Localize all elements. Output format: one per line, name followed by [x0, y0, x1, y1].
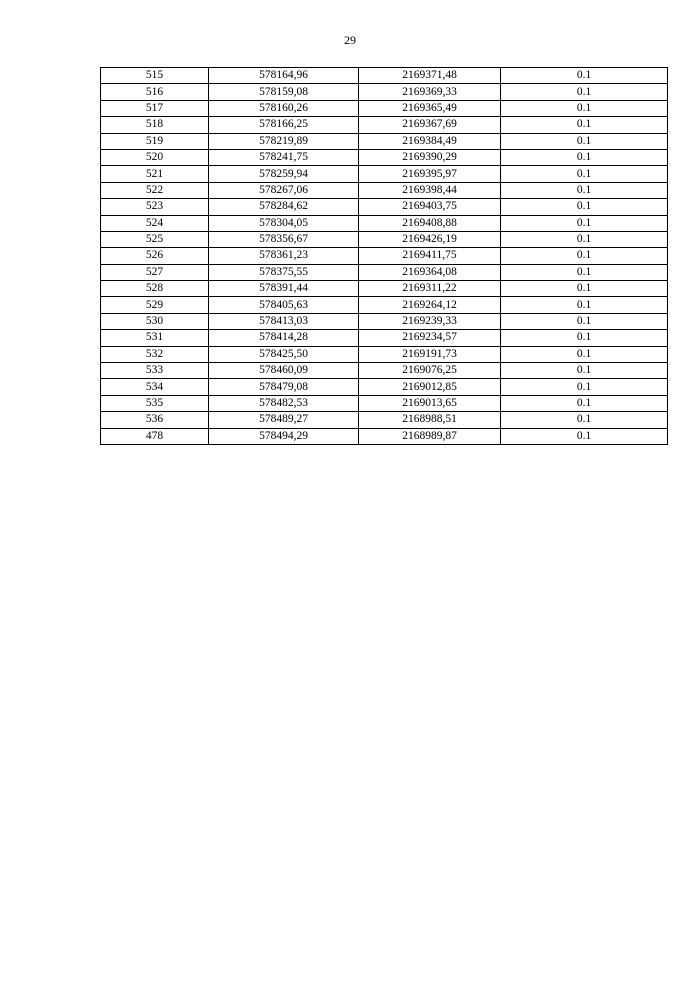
- y-coordinate-cell: 2168989,87: [359, 428, 501, 444]
- table-row: [101, 379, 668, 395]
- accuracy-cell: 0.1: [501, 363, 668, 379]
- point-number-cell: 518: [101, 117, 209, 133]
- point-number-cell: 521: [101, 166, 209, 182]
- y-coordinate-cell: 2169398,44: [359, 182, 501, 198]
- table-row: [101, 428, 668, 444]
- x-coordinate-cell: 578482,53: [209, 395, 359, 411]
- x-coordinate-cell: 578414,28: [209, 330, 359, 346]
- accuracy-cell: 0.1: [501, 199, 668, 215]
- table-row: [101, 248, 668, 264]
- x-coordinate-cell: 578304,05: [209, 215, 359, 231]
- y-coordinate-cell: 2169369,33: [359, 84, 501, 100]
- x-coordinate-cell: 578267,06: [209, 182, 359, 198]
- y-coordinate-cell: 2169390,29: [359, 149, 501, 165]
- x-coordinate-cell: 578489,27: [209, 412, 359, 428]
- accuracy-cell: 0.1: [501, 346, 668, 362]
- accuracy-cell: 0.1: [501, 68, 668, 84]
- point-number-cell: 534: [101, 379, 209, 395]
- point-number-cell: 529: [101, 297, 209, 313]
- point-number-cell: 531: [101, 330, 209, 346]
- x-coordinate-cell: 578405,63: [209, 297, 359, 313]
- y-coordinate-cell: 2169013,65: [359, 395, 501, 411]
- x-coordinate-cell: 578375,55: [209, 264, 359, 280]
- y-coordinate-cell: 2169408,88: [359, 215, 501, 231]
- point-number-cell: 526: [101, 248, 209, 264]
- accuracy-cell: 0.1: [501, 412, 668, 428]
- y-coordinate-cell: 2169191,73: [359, 346, 501, 362]
- y-coordinate-cell: 2168988,51: [359, 412, 501, 428]
- accuracy-cell: 0.1: [501, 428, 668, 444]
- y-coordinate-cell: 2169411,75: [359, 248, 501, 264]
- x-coordinate-cell: 578259,94: [209, 166, 359, 182]
- table-row: [101, 346, 668, 362]
- accuracy-cell: 0.1: [501, 330, 668, 346]
- x-coordinate-cell: 578460,09: [209, 363, 359, 379]
- x-coordinate-cell: 578425,50: [209, 346, 359, 362]
- y-coordinate-cell: 2169426,19: [359, 231, 501, 247]
- table-row: [101, 412, 668, 428]
- table-row: [101, 264, 668, 280]
- accuracy-cell: 0.1: [501, 313, 668, 329]
- point-number-cell: 523: [101, 199, 209, 215]
- y-coordinate-cell: 2169403,75: [359, 199, 501, 215]
- table-row: [101, 68, 668, 84]
- page-number: 29: [344, 33, 356, 47]
- table-row: [101, 313, 668, 329]
- y-coordinate-cell: 2169367,69: [359, 117, 501, 133]
- accuracy-cell: 0.1: [501, 215, 668, 231]
- table-row: [101, 297, 668, 313]
- x-coordinate-cell: 578164,96: [209, 68, 359, 84]
- accuracy-cell: 0.1: [501, 231, 668, 247]
- y-coordinate-cell: 2169384,49: [359, 133, 501, 149]
- x-coordinate-cell: 578219,89: [209, 133, 359, 149]
- table-row: [101, 182, 668, 198]
- table-row: [101, 199, 668, 215]
- x-coordinate-cell: 578361,23: [209, 248, 359, 264]
- table-row: [101, 330, 668, 346]
- table-row: [101, 215, 668, 231]
- table-row: [101, 100, 668, 116]
- y-coordinate-cell: 2169239,33: [359, 313, 501, 329]
- point-number-cell: 530: [101, 313, 209, 329]
- accuracy-cell: 0.1: [501, 248, 668, 264]
- accuracy-cell: 0.1: [501, 297, 668, 313]
- point-number-cell: 515: [101, 68, 209, 84]
- x-coordinate-cell: 578159,08: [209, 84, 359, 100]
- point-number-cell: 528: [101, 281, 209, 297]
- x-coordinate-cell: 578166,25: [209, 117, 359, 133]
- table-row: [101, 133, 668, 149]
- coordinates-table: [100, 67, 668, 445]
- x-coordinate-cell: 578479,08: [209, 379, 359, 395]
- point-number-cell: 527: [101, 264, 209, 280]
- y-coordinate-cell: 2169365,49: [359, 100, 501, 116]
- table-row: [101, 149, 668, 165]
- point-number-cell: 519: [101, 133, 209, 149]
- point-number-cell: 478: [101, 428, 209, 444]
- table-row: [101, 84, 668, 100]
- point-number-cell: 520: [101, 149, 209, 165]
- point-number-cell: 522: [101, 182, 209, 198]
- accuracy-cell: 0.1: [501, 166, 668, 182]
- point-number-cell: 516: [101, 84, 209, 100]
- y-coordinate-cell: 2169395,97: [359, 166, 501, 182]
- y-coordinate-cell: 2169012,85: [359, 379, 501, 395]
- accuracy-cell: 0.1: [501, 281, 668, 297]
- point-number-cell: 536: [101, 412, 209, 428]
- y-coordinate-cell: 2169364,08: [359, 264, 501, 280]
- x-coordinate-cell: 578391,44: [209, 281, 359, 297]
- table-row: [101, 117, 668, 133]
- x-coordinate-cell: 578356,67: [209, 231, 359, 247]
- point-number-cell: 535: [101, 395, 209, 411]
- point-number-cell: 525: [101, 231, 209, 247]
- x-coordinate-cell: 578241,75: [209, 149, 359, 165]
- point-number-cell: 517: [101, 100, 209, 116]
- point-number-cell: 524: [101, 215, 209, 231]
- coordinates-table-body: [101, 68, 668, 445]
- accuracy-cell: 0.1: [501, 133, 668, 149]
- x-coordinate-cell: 578284,62: [209, 199, 359, 215]
- accuracy-cell: 0.1: [501, 84, 668, 100]
- table-row: [101, 166, 668, 182]
- table-row: [101, 281, 668, 297]
- y-coordinate-cell: 2169371,48: [359, 68, 501, 84]
- accuracy-cell: 0.1: [501, 182, 668, 198]
- accuracy-cell: 0.1: [501, 264, 668, 280]
- point-number-cell: 532: [101, 346, 209, 362]
- y-coordinate-cell: 2169234,57: [359, 330, 501, 346]
- y-coordinate-cell: 2169264,12: [359, 297, 501, 313]
- point-number-cell: 533: [101, 363, 209, 379]
- accuracy-cell: 0.1: [501, 100, 668, 116]
- accuracy-cell: 0.1: [501, 379, 668, 395]
- y-coordinate-cell: 2169311,22: [359, 281, 501, 297]
- y-coordinate-cell: 2169076,25: [359, 363, 501, 379]
- x-coordinate-cell: 578494,29: [209, 428, 359, 444]
- x-coordinate-cell: 578160,26: [209, 100, 359, 116]
- accuracy-cell: 0.1: [501, 395, 668, 411]
- accuracy-cell: 0.1: [501, 149, 668, 165]
- table-row: [101, 231, 668, 247]
- x-coordinate-cell: 578413,03: [209, 313, 359, 329]
- accuracy-cell: 0.1: [501, 117, 668, 133]
- table-row: [101, 363, 668, 379]
- table-row: [101, 395, 668, 411]
